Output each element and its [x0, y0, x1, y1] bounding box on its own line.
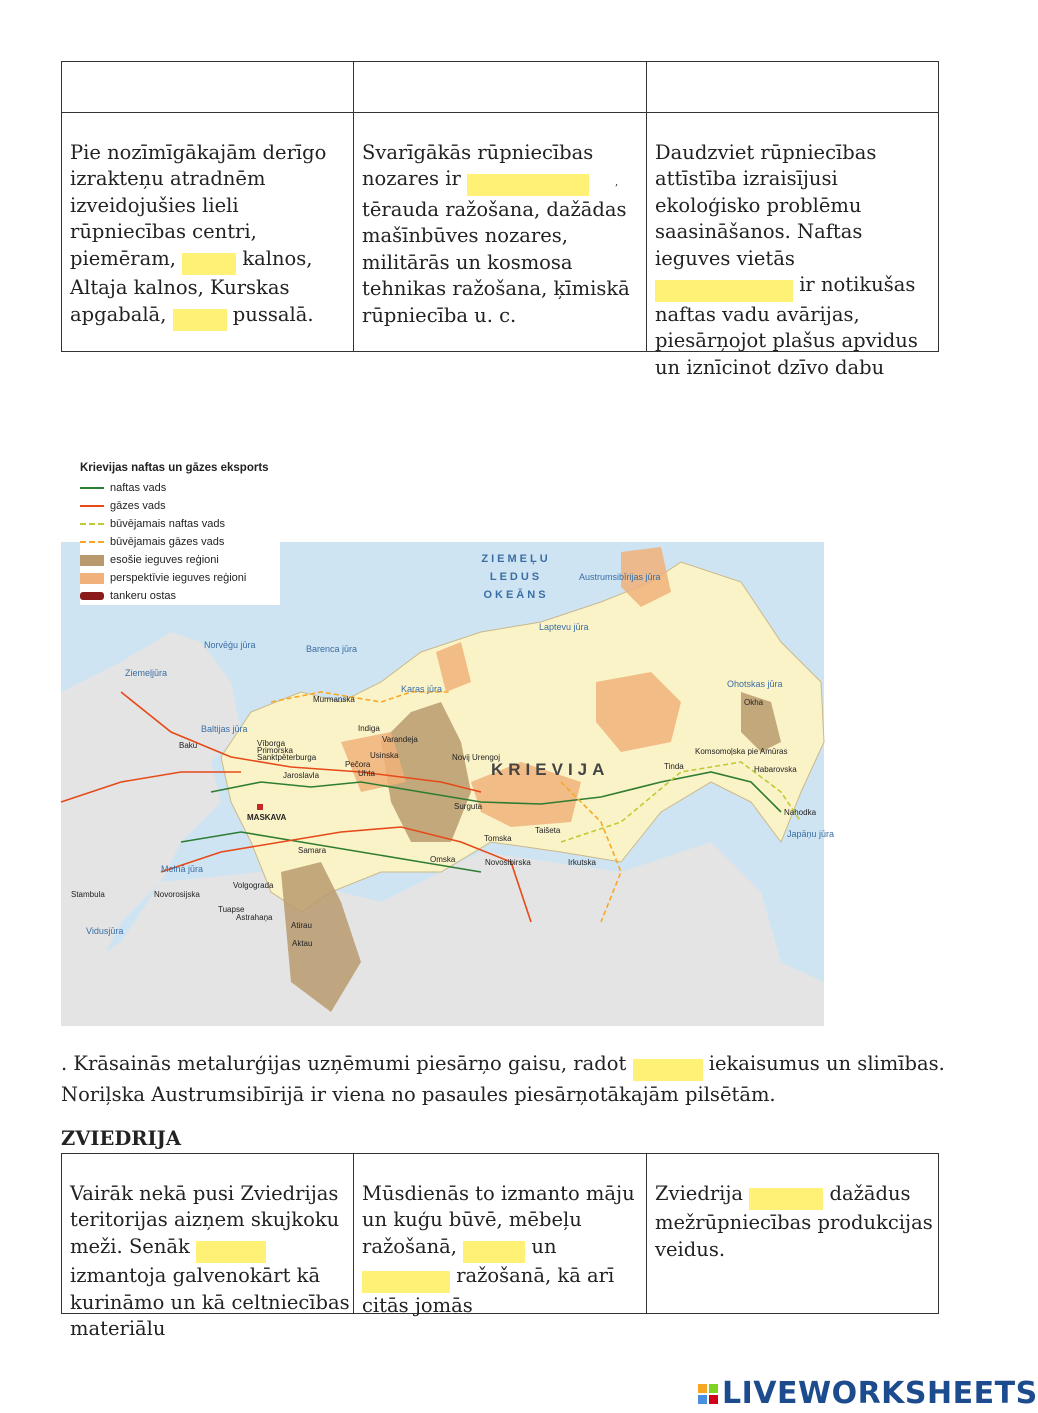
table1-col3-text: Daudzviet rūpniecības attīstība izraisījusi ekoloģisko problēmu saasināšanos. Naftas ieguves vietās ir notikušas naftas vadu avārijas, piesārņojot plašus apvidus un iznīcinot dzīvo dabu — [655, 140, 918, 379]
svg-text:Habarovska: Habarovska — [754, 765, 797, 774]
svg-text:Tomska: Tomska — [484, 834, 512, 843]
blank-input[interactable] — [173, 309, 227, 331]
svg-text:Aktau: Aktau — [292, 939, 313, 948]
svg-text:Murmanska: Murmanska — [313, 695, 355, 704]
blank-input[interactable] — [362, 1271, 450, 1293]
legend-gas-build: būvējamais gāzes vads — [80, 533, 280, 551]
svg-text:Nahodka: Nahodka — [784, 808, 817, 817]
svg-text:Stambula: Stambula — [71, 890, 105, 899]
svg-text:Astrahaņa: Astrahaņa — [236, 913, 273, 922]
svg-text:Primorska: Primorska — [257, 746, 294, 755]
svg-text:Ohotskas jūra: Ohotskas jūra — [727, 679, 783, 689]
table1-header-cell-3 — [646, 61, 939, 113]
table1-col2-text: Svarīgākās rūpniecības nozares ir , tērauda ražošana, dažādas mašīnbūves nozares, militārās un kosmosa tehnikas ražošana, ķīmiskā rūpniecība u. c. — [362, 140, 630, 327]
svg-text:Usinska: Usinska — [370, 751, 399, 760]
svg-text:Novosibirska: Novosibirska — [485, 858, 531, 867]
table2-col3-text: Zviedrija dažādus mežrūpniecības produkcijas veidus. — [655, 1181, 933, 1261]
svg-text:Novij Urengoj: Novij Urengoj — [452, 753, 501, 762]
svg-text:Laptevu jūra: Laptevu jūra — [539, 622, 589, 632]
blank-input[interactable] — [182, 253, 236, 275]
map-legend — [80, 462, 280, 605]
svg-text:Vidusjūra: Vidusjūra — [86, 926, 124, 936]
table2-col1-text: Vairāk nekā pusi Zviedrijas teritorijas aizņem skujkoku meži. Senāk izmantoja galvenokārt kā kurināmo un kā celtniecības materiālu — [70, 1181, 350, 1340]
map-ocean-label: LEDUS — [489, 571, 543, 583]
table1-header-cell-1 — [61, 61, 354, 113]
liveworksheets-logo-icon — [698, 1384, 718, 1404]
svg-text:Japāņu jūra: Japāņu jūra — [787, 829, 835, 839]
legend-title: Krievijas naftas un gāzes eksports — [80, 462, 269, 474]
svg-text:Norvēģu jūra: Norvēģu jūra — [204, 640, 256, 650]
svg-text:Baltijas jūra: Baltijas jūra — [201, 724, 248, 734]
legend-tanker-ports: tankeru ostas — [80, 587, 280, 605]
legend-perspective: perspektīvie ieguves reģioni — [80, 569, 280, 587]
map-ocean-label: OKEĀNS — [483, 589, 549, 601]
svg-text:Varandeja: Varandeja — [382, 735, 418, 744]
svg-text:Jaroslavla: Jaroslavla — [283, 771, 320, 780]
svg-text:Melnā jūra: Melnā jūra — [161, 864, 204, 874]
russia-oil-gas-map — [61, 542, 835, 1026]
blank-input[interactable] — [633, 1059, 703, 1081]
map-ocean-label: ZIEMEĻU — [481, 553, 551, 565]
svg-text:Irkutska: Irkutska — [568, 858, 597, 867]
svg-text:MASKAVA: MASKAVA — [247, 813, 287, 822]
svg-text:Komsomoļska pie Amūras: Komsomoļska pie Amūras — [695, 747, 788, 756]
svg-text:Surguta: Surguta — [454, 802, 483, 811]
svg-text:Tuapse: Tuapse — [218, 905, 245, 914]
blank-input[interactable] — [463, 1241, 525, 1263]
blank-input[interactable] — [749, 1188, 823, 1210]
svg-text:Austrumsibīrijas jūra: Austrumsibīrijas jūra — [579, 572, 661, 582]
metallurgy-paragraph: . Krāsainās metalurģijas uzņēmumi piesārņo gaisu, radot iekaisumus un slimības. Noriļska Austrumsibīrijā ir viena no pasaules piesārņotākajām pilsētām. — [61, 1052, 945, 1106]
liveworksheets-logo: LIVEWORKSHEETS — [698, 1376, 1038, 1411]
svg-text:Karas jūra: Karas jūra — [401, 684, 443, 694]
legend-oil-build: būvējamais naftas vads — [80, 515, 280, 533]
svg-text:Barenca jūra: Barenca jūra — [306, 644, 358, 654]
table1-header-cell-2 — [353, 61, 647, 113]
svg-text:Indiga: Indiga — [358, 724, 380, 733]
legend-existing: esošie ieguves reģioni — [80, 551, 280, 569]
table1-col1-text: Pie nozīmīgākajām derīgo izrakteņu atradnēm izveidojušies lieli rūpniecības centri, piemēram, kalnos, Altaja kalnos, Kurskas apgabalā, pussalā. — [70, 113, 326, 358]
section-heading-sweden: ZVIEDRIJA — [61, 1127, 181, 1150]
map-country-label: KRIEVIJA — [491, 760, 610, 779]
svg-text:Baku: Baku — [179, 741, 198, 750]
svg-text:Atirau: Atirau — [291, 921, 312, 930]
svg-text:Uhta: Uhta — [358, 769, 375, 778]
svg-text:Tinda: Tinda — [664, 762, 684, 771]
svg-text:Taišeta: Taišeta — [535, 826, 561, 835]
svg-text:Sanktpēterburga: Sanktpēterburga — [257, 753, 317, 762]
svg-text:Omska: Omska — [430, 855, 456, 864]
svg-text:Samara: Samara — [298, 846, 327, 855]
svg-text:Pečora: Pečora — [345, 760, 371, 769]
blank-input[interactable] — [467, 174, 589, 196]
svg-text:Novorosijska: Novorosijska — [154, 890, 200, 899]
svg-text:Volgograda: Volgograda — [233, 881, 274, 890]
blank-input[interactable] — [655, 280, 793, 302]
blank-input[interactable] — [196, 1241, 266, 1263]
svg-text:Vīborga: Vīborga — [257, 739, 286, 748]
legend-gas-pipe: gāzes vads — [80, 497, 280, 515]
svg-text:Okha: Okha — [744, 698, 764, 707]
legend-oil-pipe: naftas vads — [80, 479, 280, 497]
table2-col2-text: Mūsdienās to izmanto māju un kuģu būvē, mēbeļu ražošanā, un ražošanā, kā arī citās jomās — [362, 1181, 635, 1317]
svg-text:Ziemeļjūra: Ziemeļjūra — [125, 668, 168, 678]
